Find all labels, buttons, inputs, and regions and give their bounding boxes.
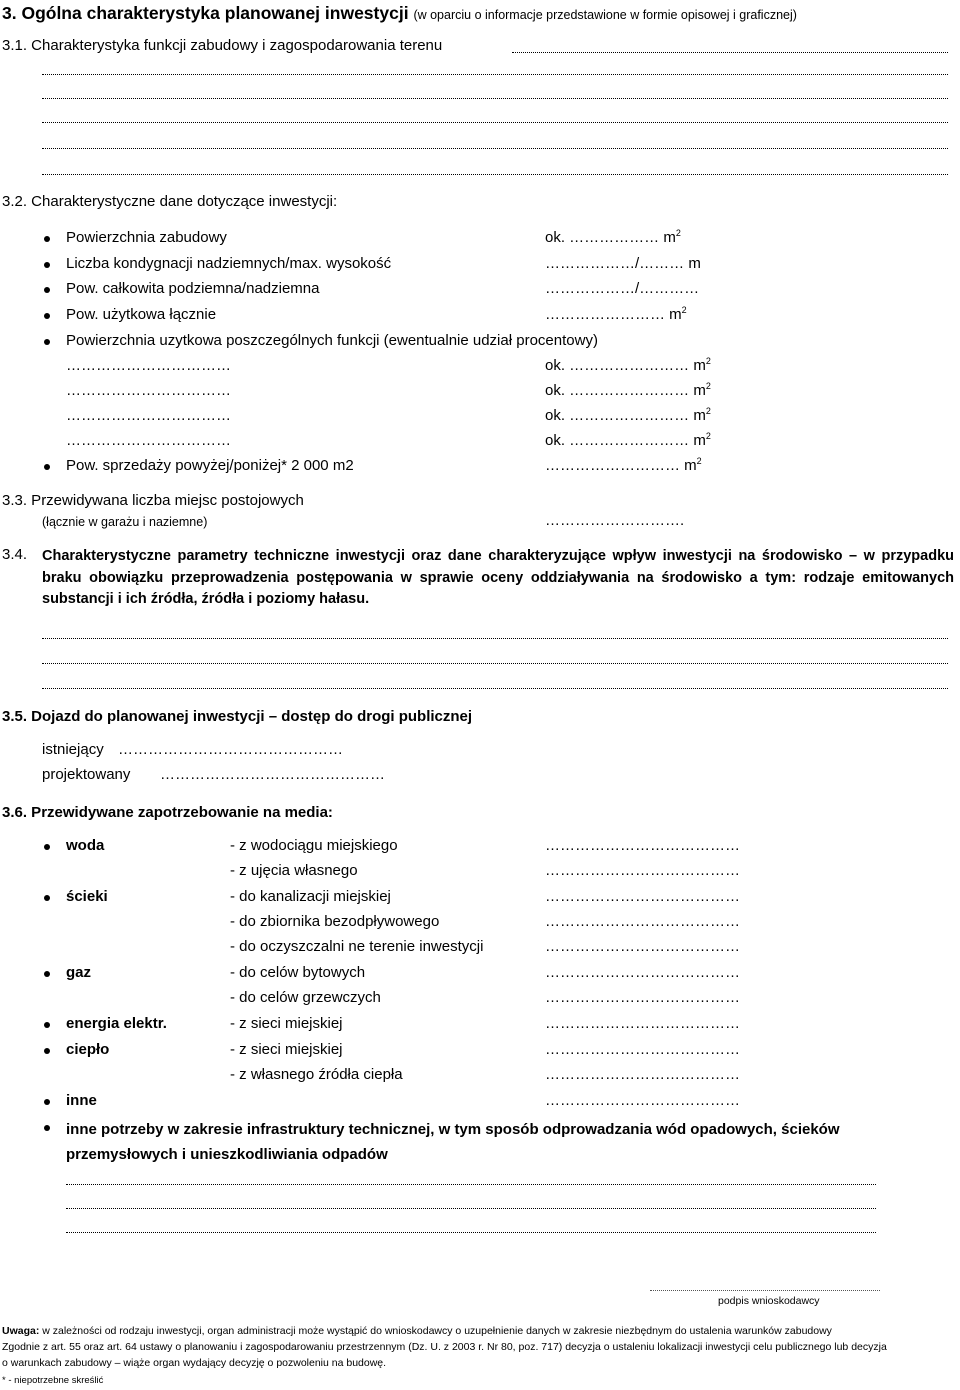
media-detail: - z sieci miejskiej xyxy=(230,1015,343,1032)
access-existing-field[interactable]: ……………………………………… xyxy=(118,741,343,758)
media-name: inne xyxy=(66,1092,97,1109)
s31-label: 3.1. Charakterystyka funkcji zabudowy i zagospodarowania terenu xyxy=(2,37,443,54)
media-field[interactable]: ………………………………… xyxy=(545,989,740,1006)
footer-note: Uwaga: w zależności od rodzaju inwestycji, organ administracji może wystąpić do wnioskodawcy o uzupełnienie danych w zakresie niezbędnym do ustalenia warunków zabudowy xyxy=(2,1325,832,1337)
bullet-icon xyxy=(44,464,50,470)
media-detail: - z ujęcia własnego xyxy=(230,862,358,879)
s34-text: Charakterystyczne parametry techniczne inwestycji oraz dane charakteryzujące wpływ inwestycji na środowisko – w przypadku braku obowiązku przeprowadzenia postępowania w sprawie oceny oddziaływania na środowisko a tym: rodzaje emitowanych substancji i ich źródła, źródła i poziomy hałasu. xyxy=(42,548,954,607)
s32-row-label: Liczba kondygnacji nadziemnych/max. wysokość xyxy=(66,255,392,272)
s31-line[interactable] xyxy=(42,98,948,99)
s33-sublabel: (łącznie w garażu i naziemne) xyxy=(42,515,208,529)
bullet-icon xyxy=(44,262,50,268)
media-field[interactable]: ………………………………… xyxy=(545,1092,740,1109)
parking-count-field[interactable]: ………………………. xyxy=(545,512,685,529)
media-name: energia elektr. xyxy=(66,1015,167,1032)
footer-asterisk: * - niepotrzebne skreślić xyxy=(2,1375,104,1386)
access-existing-label: istniejący xyxy=(42,741,104,758)
bullet-icon xyxy=(44,844,50,850)
media-field[interactable]: ………………………………… xyxy=(545,1066,740,1083)
s35-label: 3.5. Dojazd do planowanej inwestycji – dostęp do drogi publicznej xyxy=(2,708,473,725)
s32-row-value[interactable]: ………………/………… xyxy=(545,280,700,297)
s34-number: 3.4. xyxy=(2,546,28,563)
bullet-icon xyxy=(44,1099,50,1105)
media-detail: - do oczyszczalni ne terenie inwestycji xyxy=(230,938,484,955)
infra-line[interactable] xyxy=(66,1208,876,1209)
infra-line[interactable] xyxy=(66,1184,876,1185)
access-planned-field[interactable]: ……………………………………… xyxy=(160,766,385,783)
s31-line[interactable] xyxy=(42,174,948,175)
bullet-icon xyxy=(44,895,50,901)
s32-row-label: Pow. całkowita podziemna/nadziemna xyxy=(66,280,320,297)
bullet-icon xyxy=(44,313,50,319)
media-field[interactable]: ………………………………… xyxy=(545,913,740,930)
media-name: woda xyxy=(66,837,105,854)
media-field[interactable]: ………………………………… xyxy=(545,1015,740,1032)
section-title: 3. Ogólna charakterystyka planowanej inwestycji (w oparciu o informacje przedstawione w formie opisowej i graficznej) xyxy=(2,3,797,23)
function-name-field[interactable]: …………………………… xyxy=(66,432,231,449)
s32-functions-label: Powierzchnia uzytkowa poszczególnych funkcji (ewentualnie udział procentowy) xyxy=(66,332,598,349)
signature-label: podpis wnioskodawcy xyxy=(718,1295,820,1307)
s34-line[interactable] xyxy=(42,638,948,639)
signature-line[interactable] xyxy=(650,1290,880,1291)
bullet-icon xyxy=(44,339,50,345)
s34-line[interactable] xyxy=(42,688,948,689)
s34-line[interactable] xyxy=(42,663,948,664)
media-detail: - z własnego źródła ciepła xyxy=(230,1066,403,1083)
media-field[interactable]: ………………………………… xyxy=(545,964,740,981)
sales-area-label: Pow. sprzedaży powyżej/poniżej* 2 000 m2 xyxy=(66,457,354,474)
footer-legal-line1: Zgodnie z art. 55 oraz art. 64 ustawy o planowaniu i zagospodarowaniu przestrzennym (Dz. U. z 2003 r. Nr 80, poz. 717) decyzja o ustaleniu lokalizacji inwestycji celu publicznego lub decyzja xyxy=(2,1341,887,1353)
access-planned-label: projektowany xyxy=(42,766,131,783)
media-name: ciepło xyxy=(66,1041,110,1058)
function-name-field[interactable]: …………………………… xyxy=(66,382,231,399)
media-detail: - z sieci miejskiej xyxy=(230,1041,343,1058)
media-detail: - do celów grzewczych xyxy=(230,989,381,1006)
media-field[interactable]: ………………………………… xyxy=(545,938,740,955)
s31-line[interactable] xyxy=(42,74,948,75)
function-name-field[interactable]: …………………………… xyxy=(66,357,231,374)
bullet-icon xyxy=(44,236,50,242)
media-field[interactable]: ………………………………… xyxy=(545,888,740,905)
section-subtitle: (w oparciu o informacje przedstawione w formie opisowej i graficznej) xyxy=(413,8,797,22)
sales-area-field[interactable]: ……………………… $m^2$ xyxy=(545,456,702,474)
infra-needs-text: inne potrzeby w zakresie infrastruktury technicznej, w tym sposób odprowadzania wód opadowych, ścieków przemysłowych i unieszkodliwiania odpadów xyxy=(66,1121,840,1163)
s32-row-value[interactable]: ………………/……… m xyxy=(545,255,701,272)
s36-label: 3.6. Przewidywane zapotrzebowanie na media: xyxy=(2,804,333,821)
s33-label: 3.3. Przewidywana liczba miejsc postojowych xyxy=(2,492,304,509)
bullet-icon xyxy=(44,971,50,977)
bullet-icon xyxy=(44,1048,50,1054)
s32-label: 3.2. Charakterystyczne dane dotyczące inwestycji: xyxy=(2,193,338,210)
s32-row-value[interactable]: ok. ……………… $m^2$ xyxy=(545,228,681,246)
function-name-field[interactable]: …………………………… xyxy=(66,407,231,424)
media-detail: - do zbiornika bezodpływowego xyxy=(230,913,440,930)
media-detail: - z wodociągu miejskiego xyxy=(230,837,398,854)
footer-legal-line2: o warunkach zabudowy – wiąże organ wydający decyzję o pozwoleniu na budowę. xyxy=(2,1357,387,1369)
function-area-field[interactable]: ok. …………………… $m^2$ xyxy=(545,406,711,424)
media-detail: - do celów bytowych xyxy=(230,964,366,981)
function-area-field[interactable]: ok. …………………… $m^2$ xyxy=(545,381,711,399)
bullet-icon xyxy=(44,287,50,293)
s31-line[interactable] xyxy=(42,148,948,149)
bullet-icon xyxy=(44,1022,50,1028)
function-area-field[interactable]: ok. …………………… $m^2$ xyxy=(545,356,711,374)
s31-inline-rule[interactable] xyxy=(512,52,948,53)
s32-row-value[interactable]: …………………… $m^2$ xyxy=(545,305,687,323)
bullet-icon xyxy=(44,1125,50,1131)
media-name: ścieki xyxy=(66,888,108,905)
infra-line[interactable] xyxy=(66,1232,876,1233)
media-field[interactable]: ………………………………… xyxy=(545,862,740,879)
media-detail: - do kanalizacji miejskiej xyxy=(230,888,391,905)
s32-row-label: Powierzchnia zabudowy xyxy=(66,229,227,246)
function-area-field[interactable]: ok. …………………… $m^2$ xyxy=(545,431,711,449)
s32-row-label: Pow. użytkowa łącznie xyxy=(66,306,217,323)
media-name: gaz xyxy=(66,964,92,981)
media-field[interactable]: ………………………………… xyxy=(545,1041,740,1058)
media-field[interactable]: ………………………………… xyxy=(545,837,740,854)
s31-line[interactable] xyxy=(42,122,948,123)
